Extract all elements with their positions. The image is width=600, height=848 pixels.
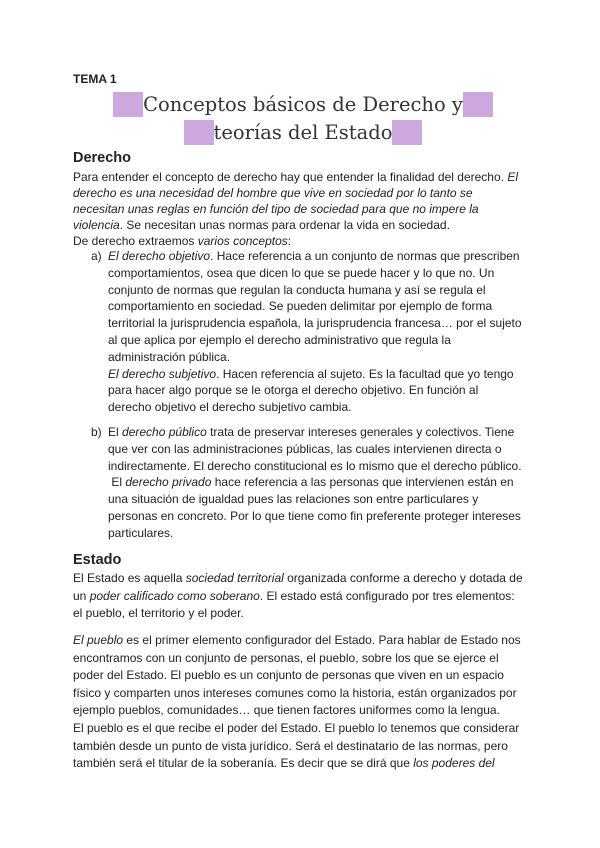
text-line: El derecho objetivo. Hace referencia a un conjunto de normas que prescriben <box>108 249 520 263</box>
section-heading-derecho: Derecho <box>73 150 132 166</box>
title-highlight <box>392 120 422 145</box>
text-line: encontramos con un conjunto de personas, el pueblo, sobre los que se ejerce el <box>73 650 499 665</box>
text-line: físico y comparten unos intereses comunes como la historia, están organizados por <box>73 685 517 700</box>
text-line: personas en concreto. Por lo que tiene como fin preferente proteger intereses <box>108 508 521 523</box>
text-line: administración pública. <box>108 349 231 364</box>
text-line: territorial la jurisprudencia española, la jurisprudencia francesa… por el sujeto <box>108 316 522 331</box>
list-marker: b) <box>91 425 102 439</box>
text-line: para hacer algo porque se le otorga el derecho objetivo. En función al <box>108 383 479 398</box>
text-line: al que aplica por ejemplo el derecho administrativo que regula la <box>108 332 451 347</box>
estado-paragraph-2 <box>73 632 533 773</box>
title-highlight <box>463 92 493 117</box>
text-line: El derecho privado hace referencia a las personas que intervienen están en <box>108 475 514 490</box>
text-line: violencia. Se necesitan unas normas para ordenar la vida en sociedad. <box>73 218 450 232</box>
derecho-intro <box>73 169 533 249</box>
text-line: el pueblo, el territorio y el poder. <box>73 606 244 621</box>
text-line: El pueblo es el primer elemento configurador del Estado. Para hablar de Estado nos <box>73 633 521 647</box>
title-text-2: teorías del Estado <box>213 120 393 144</box>
text-line: una situación de igualdad pues las relaciones son entre particulares y <box>108 492 479 507</box>
title-line-2 <box>73 119 533 145</box>
text-line: El derecho público trata de preservar intereses generales y colectivos. Tiene <box>108 425 515 439</box>
title-highlight <box>113 92 143 117</box>
text-line: derecho es una necesidad del hombre que vive en sociedad por lo tanto se <box>73 186 473 200</box>
title-text-1: Conceptos básicos de Derecho y <box>143 92 463 116</box>
text-line: particulares. <box>108 525 174 540</box>
list-marker: a) <box>91 249 102 263</box>
text-line: que ver con las administraciones públicas, las cuales intervienen directa o <box>108 441 502 456</box>
text-line: ejemplo pueblos, comunidades… que tienen factores uniformes como la lengua. <box>73 703 500 718</box>
title-line-1 <box>73 91 533 117</box>
text-line: El derecho subjetivo. Hacen referencia al sujeto. Es la facultad que yo tengo <box>108 366 514 381</box>
text-line: comportamiento en sociedad. Se pueden delimitar por ejemplo de forma <box>108 299 493 314</box>
text-line: Para entender el concepto de derecho hay que entender la finalidad del derecho. El <box>73 170 518 184</box>
text-line: El pueblo es el que recibe el poder del Estado. El pueblo lo tenemos que considerar <box>73 720 520 735</box>
text-line: conjunto de normas que regulan la conducta humana y así se regula el <box>108 282 486 297</box>
text-line: derecho objetivo el derecho subjetivo cambia. <box>108 400 352 415</box>
text-line: un poder calificado como soberano. El estado está configurado por tres elementos: <box>73 588 515 603</box>
title-highlight <box>184 120 214 145</box>
text-line: necesitan unas reglas en función del tipo de sociedad para que no impere la <box>73 202 479 216</box>
text-line: indirectamente. El derecho constitucional es lo mismo que el derecho público. <box>108 458 522 473</box>
text-line: también desde un punto de vista jurídico. Será el destinatario de las normas, pero <box>73 738 508 753</box>
text-line: El Estado es aquella sociedad territorial organizada conforme a derecho y dotada de <box>73 571 523 585</box>
text-line: también será el titular de la soberanía. Es decir que se dirá que los poderes del <box>73 756 495 771</box>
section-heading-estado: Estado <box>73 552 122 568</box>
text-line: poder del Estado. El pueblo es un conjunto de personas que viven en un espacio <box>73 668 504 683</box>
estado-paragraph-1 <box>73 570 533 623</box>
text-line: comportamientos, osea que dicen lo que se puede hacer y lo que no. Un <box>108 265 495 280</box>
tema-label: TEMA 1 <box>73 72 117 86</box>
text-line: De derecho extraemos varios conceptos: <box>73 234 292 248</box>
